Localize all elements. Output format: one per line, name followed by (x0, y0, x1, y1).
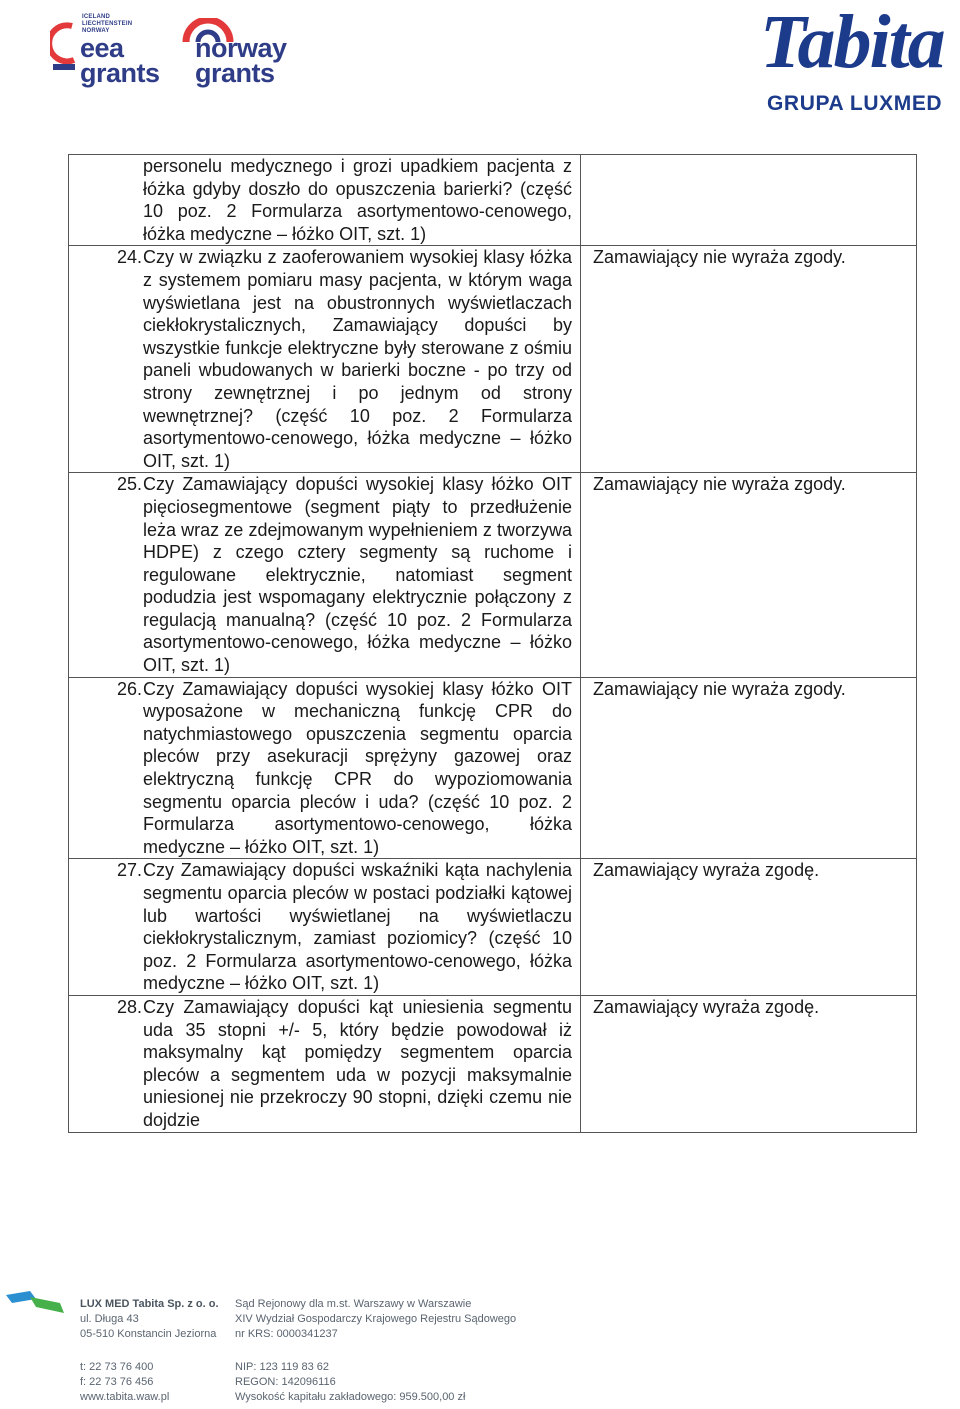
luxmed-footer-mark-icon (6, 1289, 72, 1317)
norway-wordmark (195, 33, 287, 88)
footer-court: Sąd Rejonowy dla m.st. Warszawy w Warszawie (235, 1298, 472, 1310)
answer-cell: Zamawiający nie wyraża zgody. (581, 473, 917, 677)
question-cell (69, 473, 581, 677)
questions-answers-table (68, 154, 917, 1133)
footer-registry (235, 1297, 516, 1342)
table-row (69, 859, 917, 996)
question-text: personelu medycznego i grozi upadkiem pacjenta z łóżka gdyby doszło do opuszczenia barierki? (część 10 poz. 2 Formularza asortymentowo-cenowego, łóżka medyczne – łóżko OIT, szt. 1) (143, 156, 572, 244)
norway-word: norway (195, 33, 287, 63)
table-row (69, 155, 917, 246)
footer-address (80, 1297, 219, 1342)
question-cell (69, 677, 581, 859)
footer-regon: REGON: 142096116 (235, 1376, 336, 1388)
question-text: Czy Zamawiający dopuści kąt uniesienia segmentu uda 35 stopni +/- 5, który będzie powodował iż maksymalny kąt pomiędzy segmentem oparcia pleców a segmentem uda w pozycji maksymalnie uniesionej nie przekroczy 90 stopni, dzięki czemu nie dojdzie (143, 996, 572, 1130)
footer-company: LUX MED Tabita Sp. z o. o. (80, 1298, 219, 1310)
footer-contact (80, 1360, 169, 1405)
footer-street: ul. Długa 43 (80, 1313, 139, 1325)
question-number: 24. (116, 247, 142, 268)
table-row (69, 473, 917, 677)
question-cell (69, 246, 581, 473)
eea-countries-label: ICELAND LIECHTENSTEIN NORWAY (82, 14, 133, 34)
grupa-luxmed-label: GRUPA LUXMED (767, 92, 943, 115)
question-cell (69, 995, 581, 1132)
question-text: Czy Zamawiający dopuści wskaźniki kąta nachylenia segmentu oparcia pleców w postaci podziałki kątowej lub wartości wyświetlanej na wyświetlaczu ciekłokrystalicznym, zamiast poziomicy? (część 10 poz. 2 Formularza asortymentowo-cenowego, łóżka medyczne – łóżko OIT, szt. 1) (143, 860, 572, 994)
question-number: 26. (116, 678, 142, 699)
question-number: 25. (116, 474, 142, 495)
tabita-wordmark: Tabita (760, 0, 944, 84)
footer-division: XIV Wydział Gospodarczy Krajowego Rejestru Sądowego (235, 1313, 517, 1325)
question-number: 28. (116, 996, 142, 1017)
footer-web-link[interactable]: www.tabita.waw.pl (80, 1391, 170, 1403)
footer-phone: t: 22 73 76 400 (80, 1361, 154, 1373)
footer-capital: Wysokość kapitału zakładowego: 959.500,00 zł (235, 1391, 466, 1403)
eea-grants-logo (50, 14, 175, 90)
answer-cell (581, 155, 917, 246)
question-cell (69, 859, 581, 996)
norway-grants-logo (182, 14, 307, 90)
footer-city: 05-510 Konstancin Jeziorna (80, 1328, 217, 1340)
question-text: Czy Zamawiający dopuści wysokiej klasy łóżko OIT pięciosegmentowe (segment piąty to przedłużenie leża wraz ze zdejmowanym wypełnieniem z tworzywa HDPE) z czego cztery segmenty są ruchome i regulowane elektrycznie, natomiast segment podudzia jest wspomagany elektrycznie połączony z regulacją manualną? (część 10 poz. 2 Formularza asortymentowo-cenowego, łóżka medyczne – łóżko OIT, szt. 1) (143, 474, 572, 676)
question-number (69, 155, 143, 245)
question-number: 27. (116, 860, 142, 881)
question-text: Czy Zamawiający dopuści wysokiej klasy łóżko OIT wyposażone w mechaniczną funkcję CPR do natychmiastowego opuszczenia segmentu oparcia pleców przy asekuracji sprężyny gazowej oraz elektryczną funkcję CPR do wypoziomowania segmentu oparcia pleców i uda? (część 10 poz. 2 Formularza asortymentowo-cenowego, łóżka medyczne – łóżko OIT, szt. 1) (143, 678, 572, 857)
tabita-logo (752, 0, 957, 122)
eea-grants-mark-icon (50, 20, 80, 82)
eea-grants-word: grants (80, 58, 160, 88)
footer-nip: NIP: 123 119 83 62 (235, 1361, 329, 1373)
footer-krs: nr KRS: 0000341237 (235, 1328, 338, 1340)
question-cell (69, 155, 581, 246)
answer-cell: Zamawiający nie wyraża zgody. (581, 246, 917, 473)
eea-word: eea (80, 33, 124, 63)
table-row (69, 246, 917, 473)
answer-cell: Zamawiający nie wyraża zgody. (581, 677, 917, 859)
eea-wordmark (80, 33, 160, 88)
table-row (69, 677, 917, 859)
table-row (69, 995, 917, 1132)
footer-tax-info (235, 1360, 465, 1405)
norway-grants-word: grants (195, 58, 275, 88)
answer-cell: Zamawiający wyraża zgodę. (581, 995, 917, 1132)
question-text: Czy w związku z zaoferowaniem wysokiej klasy łóżka z systemem pomiaru masy pacjenta, w którym waga wyświetlana jest na obustronnych wyświetlaczach ciekłokrystalicznych, Zamawiający dopuści by wszystkie funkcje elektryczne były sterowane z ośmiu paneli wbudowanych w barierki boczne - po trzy od strony zewnętrznej i po jednym od strony wewnętrznej? (część 10 poz. 2 Formularza asortymentowo-cenowego, łóżka medyczne – łóżko OIT, szt. 1) (143, 247, 572, 471)
footer-fax: f: 22 73 76 456 (80, 1376, 154, 1388)
answer-cell: Zamawiający wyraża zgodę. (581, 859, 917, 996)
